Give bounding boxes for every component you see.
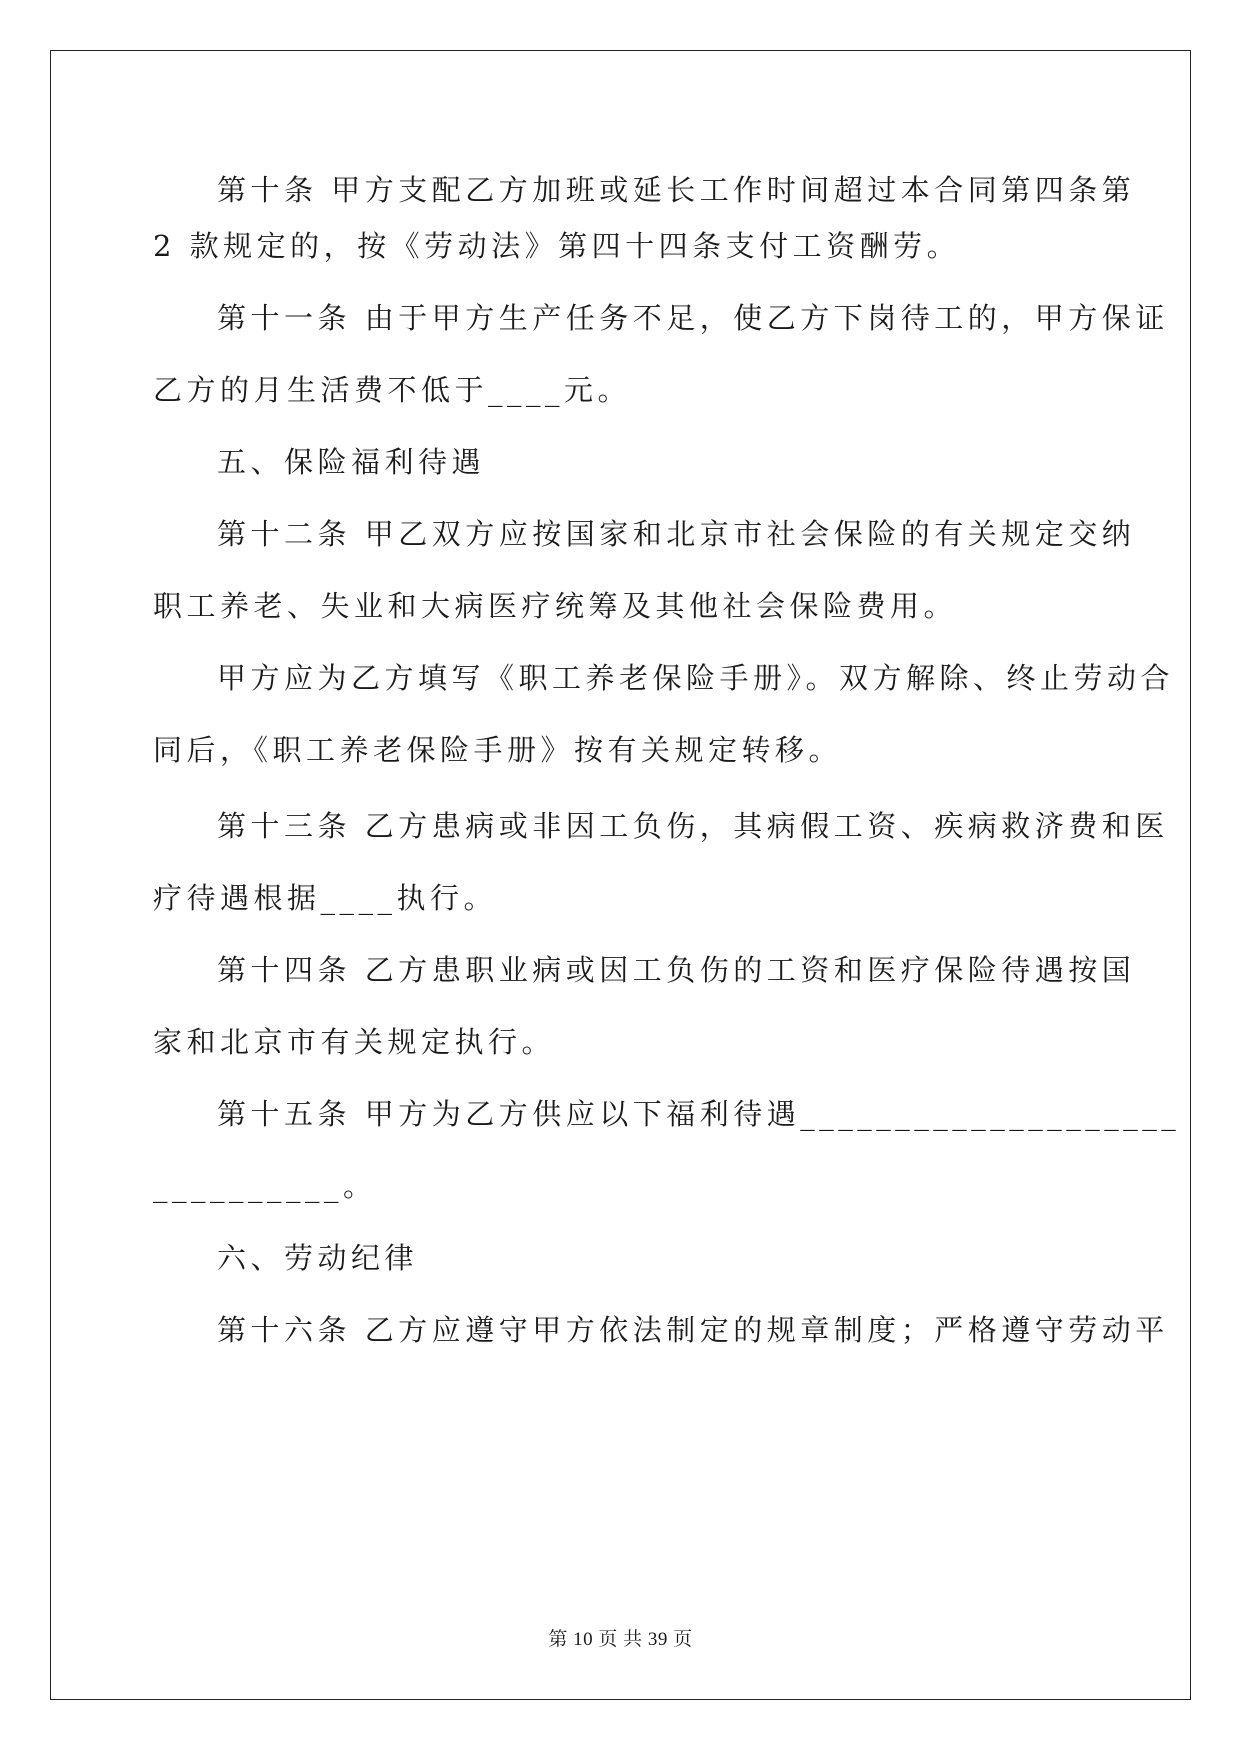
paragraph-line: __________。: [153, 1169, 377, 1203]
paragraph-line: 第十四条 乙方患职业病或因工负伤的工资和医疗保险待遇按国: [217, 953, 1136, 987]
paragraph-line: 第十五条 甲方为乙方供应以下福利待遇____________________: [217, 1097, 1181, 1131]
paragraph-line: 职工养老、失业和大病医疗统筹及其他社会保险费用。: [153, 589, 958, 623]
section-heading: 五、保险福利待遇: [217, 445, 486, 479]
paragraph-line: 甲方应为乙方填写《职工养老保险手册》。双方解除、终止劳动合: [217, 661, 1175, 695]
page-number: 第 10 页 共 39 页: [548, 1629, 693, 1650]
section-heading: 六、劳动纪律: [217, 1241, 419, 1275]
paragraph-line: 第十条 甲方支配乙方加班或延长工作时间超过本合同第四条第: [217, 173, 1136, 207]
paragraph-line: 第十二条 甲乙双方应按国家和北京市社会保险的有关规定交纳: [217, 517, 1136, 551]
paragraph-line: 家和北京市有关规定执行。: [153, 1025, 556, 1059]
paragraph-line: 第十三条 乙方患病或非因工负伤，其病假工资、疾病救济费和医: [217, 809, 1169, 843]
paragraph-line: 乙方的月生活费不低于____元。: [153, 373, 632, 407]
paragraph-line: 第十六条 乙方应遵守甲方依法制定的规章制度；严格遵守劳动平: [217, 1313, 1169, 1347]
paragraph-line: 疗待遇根据____执行。: [153, 881, 498, 915]
paragraph-line: 同后，《职工养老保险手册》按有关规定转移。: [153, 733, 843, 767]
paragraph-line: 第十一条 由于甲方生产任务不足，使乙方下岗待工的，甲方保证: [217, 301, 1169, 335]
paragraph-line: 2 款规定的，按《劳动法》第四十四条支付工资酬劳。: [153, 229, 961, 263]
